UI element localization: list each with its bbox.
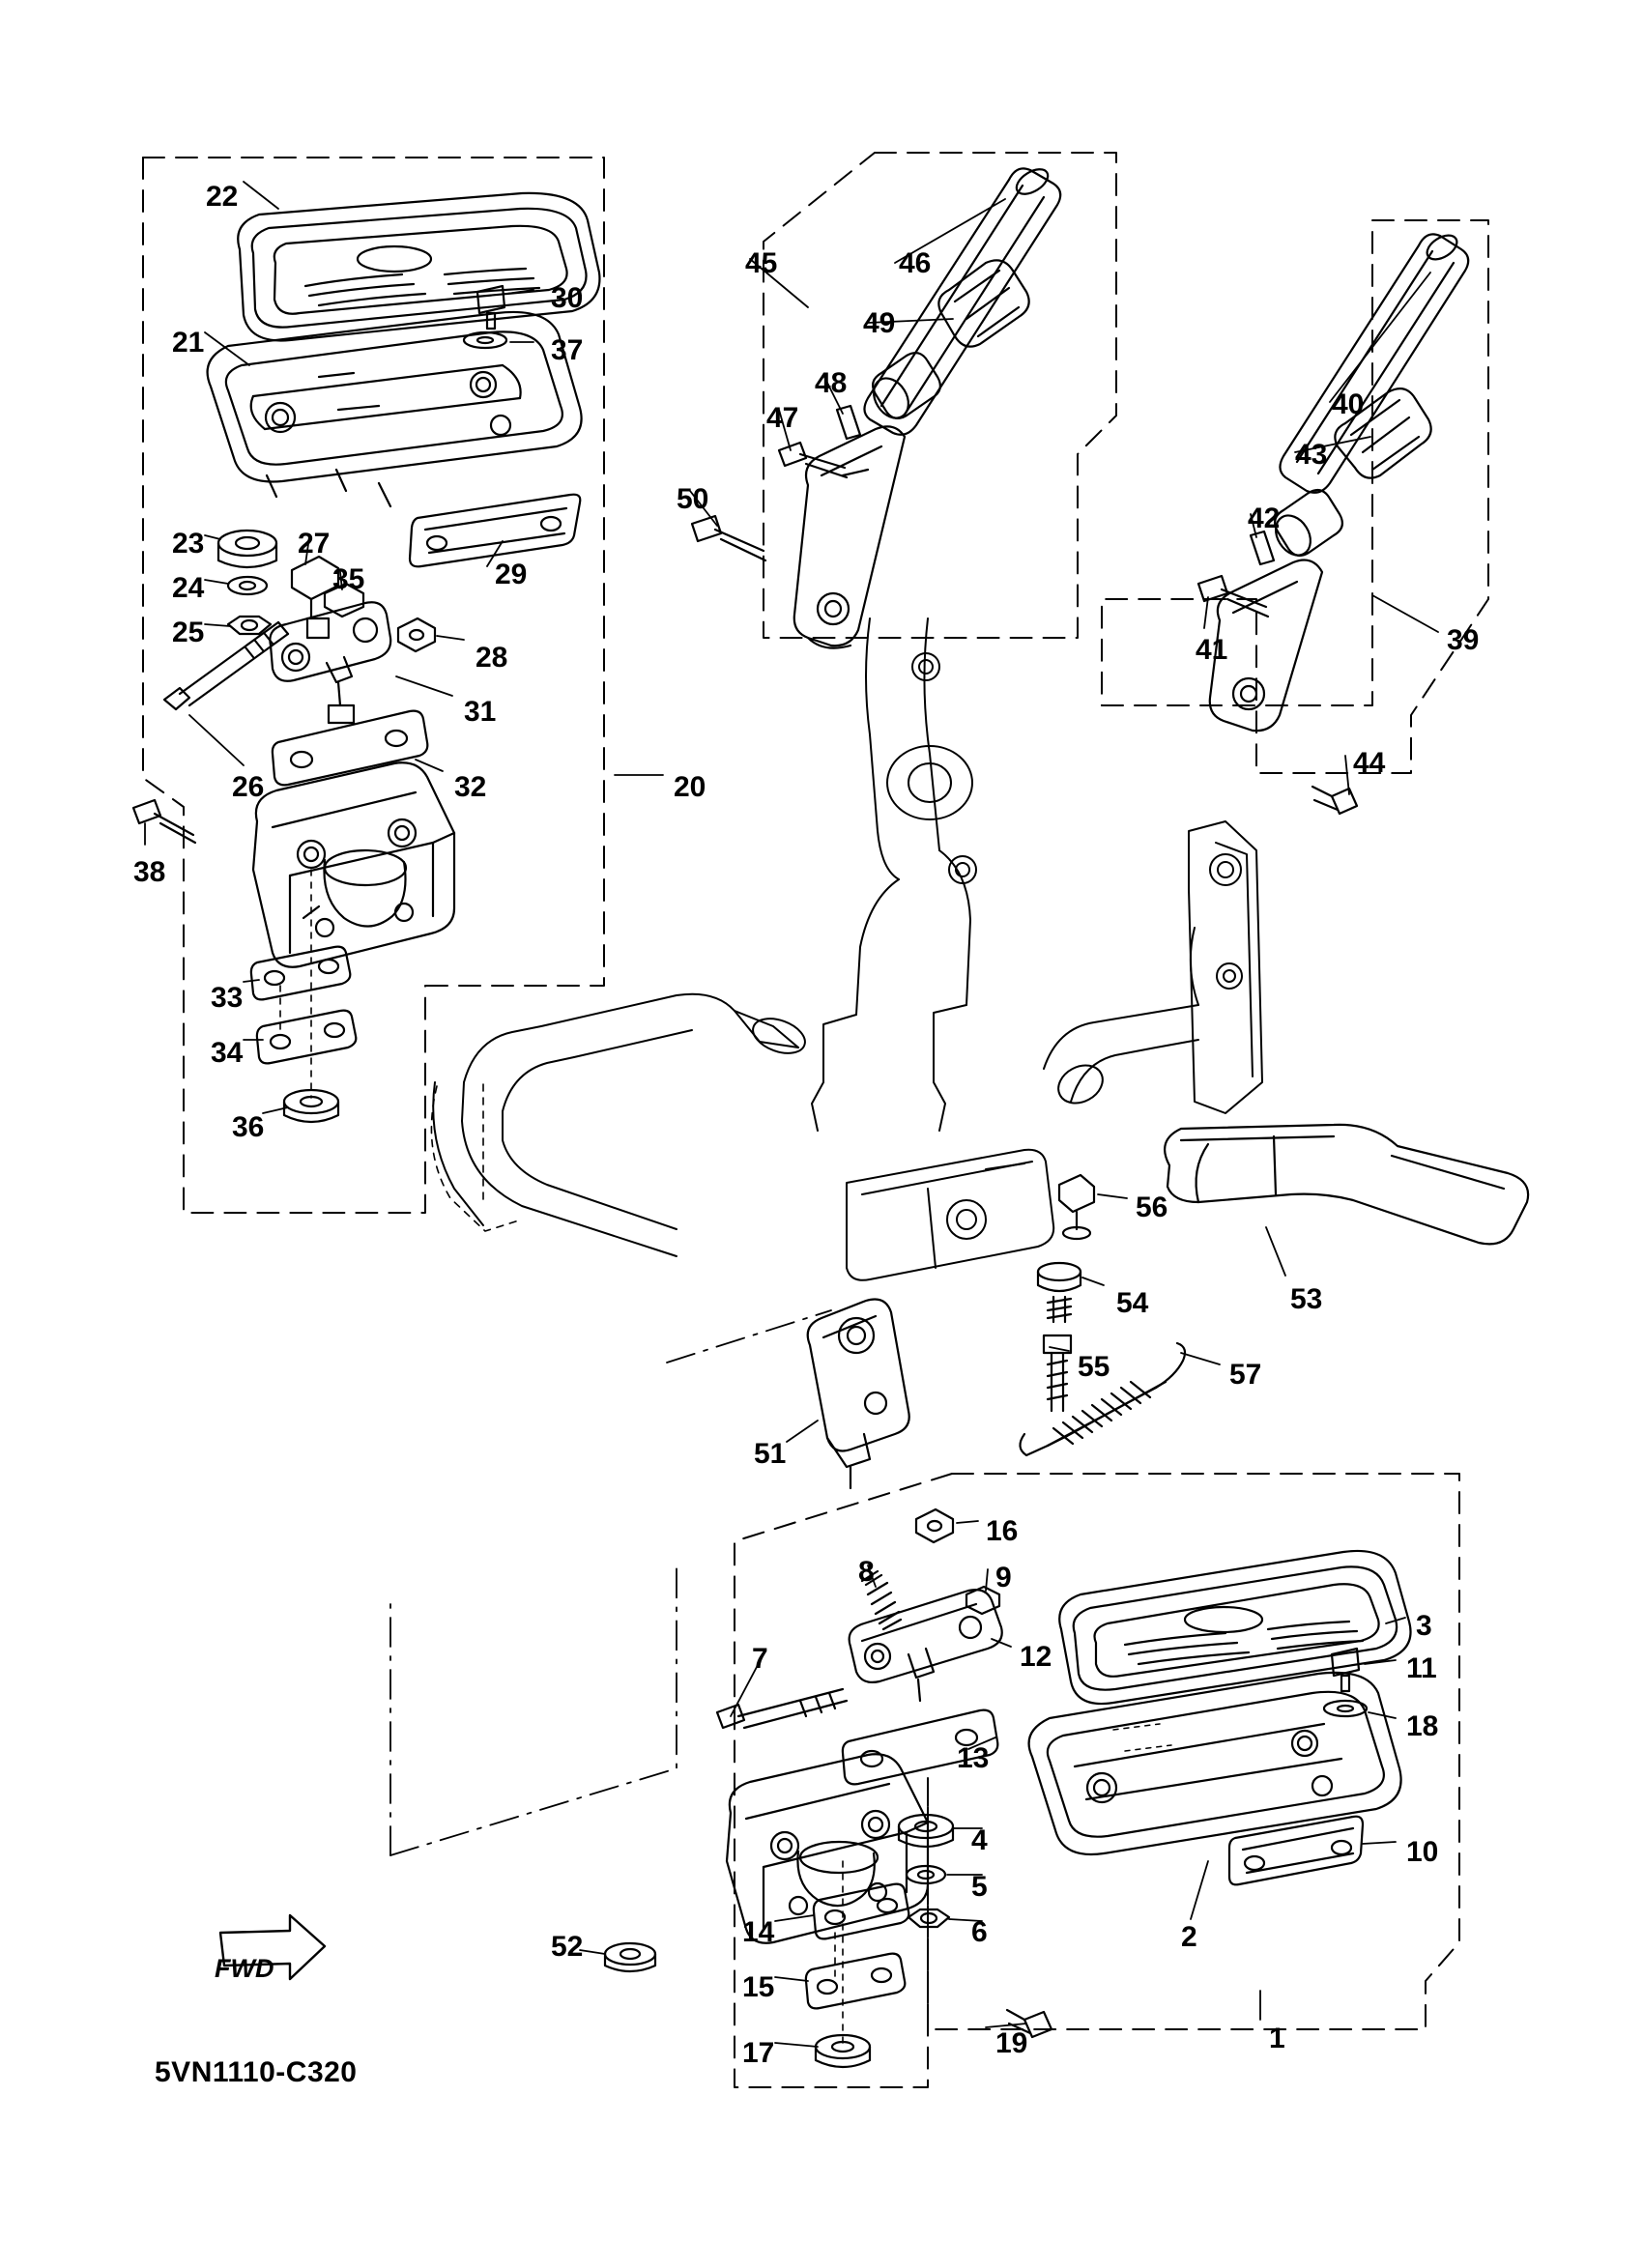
callout-12: 12	[1020, 1641, 1052, 1673]
callout-28: 28	[476, 642, 508, 674]
part-36-grommet	[284, 1090, 338, 1122]
callout-29: 29	[495, 559, 528, 590]
part-27-joint	[292, 557, 338, 638]
part-20-main-bracket	[253, 762, 454, 966]
part-34-plate	[257, 1011, 356, 1064]
callout-31: 31	[464, 696, 497, 728]
part-16-nut	[916, 1509, 953, 1542]
part-21-footboard-bracket	[208, 312, 582, 506]
callout-8: 8	[858, 1556, 875, 1588]
frame-reference	[431, 618, 1262, 1280]
fwd-direction-label: FWD	[215, 1954, 274, 1983]
callout-47: 47	[766, 402, 799, 434]
callout-24: 24	[172, 572, 205, 604]
callout-13: 13	[957, 1742, 990, 1774]
callout-32: 32	[454, 771, 487, 803]
group-box-20	[143, 158, 604, 986]
callout-36: 36	[232, 1111, 265, 1143]
part-55-bolt	[1044, 1335, 1071, 1411]
callout-17: 17	[742, 2037, 775, 2069]
part-29-plate	[410, 495, 580, 567]
part-6-washer	[907, 1866, 945, 1883]
part-3-footboard-mat	[1059, 1551, 1410, 1704]
part-15-plate	[806, 1954, 905, 2009]
callout-5: 5	[971, 1871, 988, 1903]
callout-6: 6	[971, 1916, 988, 1948]
callout-26: 26	[232, 771, 265, 803]
part-52-grommet	[605, 1943, 655, 1971]
callout-1: 1	[1269, 2023, 1285, 2054]
callout-35: 35	[332, 563, 365, 595]
callout-30: 30	[551, 282, 584, 314]
callout-20: 20	[674, 771, 706, 803]
part-18-washer	[1324, 1701, 1367, 1716]
callout-53: 53	[1290, 1283, 1323, 1315]
callout-44: 44	[1353, 747, 1386, 779]
callout-46: 46	[899, 247, 932, 279]
part-7-bolt	[717, 1689, 847, 1728]
callout-37: 37	[551, 334, 584, 366]
callout-55: 55	[1078, 1351, 1110, 1383]
callout-9: 9	[995, 1562, 1012, 1593]
part-42-pin	[1251, 531, 1274, 564]
part-49-grip-end	[867, 353, 940, 424]
part-53-brake-pedal	[1165, 1125, 1528, 1245]
part-56-bolt	[1059, 1175, 1094, 1239]
callout-25: 25	[172, 617, 205, 648]
callout-14: 14	[742, 1916, 775, 1948]
callout-21: 21	[172, 327, 205, 359]
callout-22: 22	[206, 181, 239, 213]
part-28-nut	[398, 618, 435, 651]
callout-41: 41	[1196, 634, 1228, 666]
callout-45: 45	[745, 247, 778, 279]
section-lines	[390, 1310, 831, 1855]
callout-50: 50	[677, 483, 709, 515]
callout-27: 27	[298, 528, 331, 560]
part-4-bracket	[727, 1754, 928, 1942]
callout-42: 42	[1248, 502, 1281, 534]
callout-23: 23	[172, 528, 205, 560]
callout-39: 39	[1447, 624, 1480, 656]
callout-15: 15	[742, 1971, 775, 2003]
callout-57: 57	[1229, 1359, 1262, 1391]
callout-49: 49	[863, 307, 896, 339]
callout-3: 3	[1416, 1610, 1432, 1642]
group-box-39	[1102, 220, 1488, 773]
part-23-collar	[218, 531, 276, 567]
callout-54: 54	[1116, 1287, 1149, 1319]
callout-48: 48	[815, 367, 848, 399]
callout-56: 56	[1136, 1191, 1168, 1223]
part-31-shift-arm	[270, 602, 390, 723]
part-51-bracket	[808, 1300, 909, 1489]
callout-43: 43	[1295, 439, 1328, 471]
callout-7: 7	[752, 1643, 768, 1675]
part-10-plate	[1229, 1817, 1363, 1885]
callout-19: 19	[995, 2027, 1028, 2059]
callout-38: 38	[133, 856, 166, 888]
callout-51: 51	[754, 1438, 787, 1470]
part-37-washer	[464, 332, 506, 348]
callout-18: 18	[1406, 1710, 1439, 1742]
part-46-pedal-rod	[864, 164, 1060, 435]
callout-33: 33	[211, 982, 244, 1014]
part-12-bracket	[850, 1590, 1002, 1701]
part-41-bolt	[1198, 576, 1268, 617]
drawing-part-number: 5VN1110-C320	[155, 2056, 358, 2088]
part-33-plate	[251, 947, 350, 1000]
part-54-spacer	[1038, 1263, 1081, 1322]
callout-4: 4	[971, 1824, 988, 1856]
part-45-shift-arm	[794, 426, 905, 647]
callout-11: 11	[1406, 1652, 1437, 1684]
part-38-bolt	[133, 800, 195, 843]
part-50-bolt	[692, 516, 765, 560]
callout-10: 10	[1406, 1836, 1439, 1868]
callout-40: 40	[1332, 388, 1365, 420]
part-24-washer	[228, 577, 267, 594]
callout-34: 34	[211, 1037, 244, 1069]
part-49-grip	[938, 260, 1028, 346]
callout-52: 52	[551, 1931, 584, 1963]
callout-2: 2	[1181, 1921, 1197, 1953]
part-44-bolt	[1312, 787, 1357, 814]
callout-16: 16	[986, 1515, 1019, 1547]
